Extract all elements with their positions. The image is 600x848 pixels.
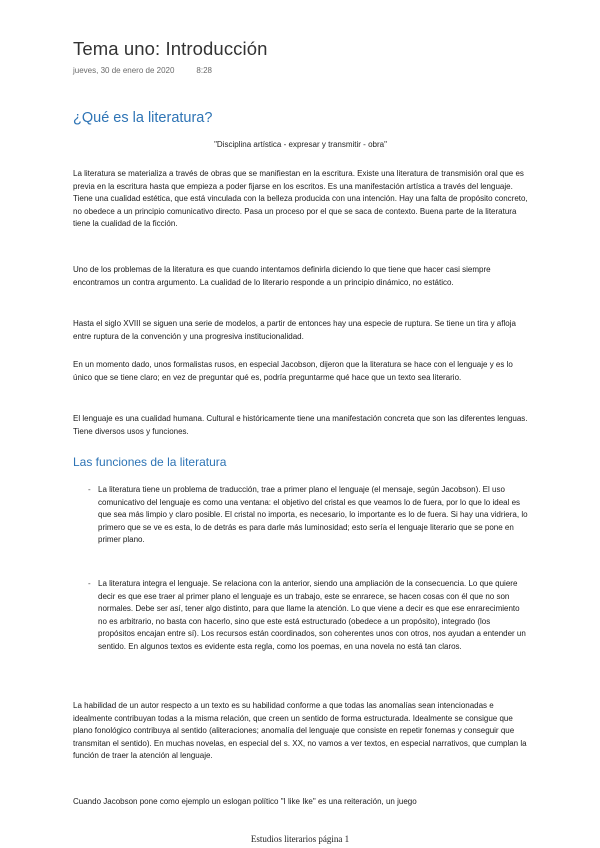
list-item-text: La literatura tiene un problema de traducción, trae a primer plano el lenguaje (el mensaje, según Jacobson). El uso comunicativo del lenguaje es como una ventana: el objetivo del cristal es que veamos lo de fuera, por lo que lo ideal es que sea más limpio y claro posible. El cristal no importa, es necesario, lo importante es lo de fuera. Si hay una vidriera, lo primero que se ve es esta, lo de detrás es para darle más luminosidad; esto sería el lenguaje literario que se pone en primer plano.: [98, 485, 528, 545]
page-time: 8:28: [196, 66, 212, 75]
paragraph: Hasta el siglo XVIII se siguen una serie de modelos, a partir de entonces hay una especie de ruptura. Se tiene un tira y afloja entre ruptura de la convención y una progresiva institucionalidad.: [73, 319, 516, 341]
bullet-dash-icon: -: [88, 485, 91, 494]
paragraph: La literatura se materializa a través de obras que se manifiestan en la escritura. Existe una literatura de transmisión oral que es previa en la escritura hasta que empieza a poder fijarse en los escritos. Es una manifestación artística a través del lenguaje. Tiene una cualidad estética, que está vinculada con la belleza producida con una intención. Hay una falta de propósito concreto, no obedece a un principio comunicativo directo. Pasa un proceso por el que se saca de contexto. Buena parte de la literatura tiene la cualidad de la ficción.: [73, 169, 528, 229]
paragraph: En un momento dado, unos formalistas rusos, en especial Jacobson, dijeron que la literatura se hace con el lenguaje y es lo único que se tiene claro; en vez de preguntar qué es, podría preguntarme qué hace que un texto sea literario.: [73, 360, 513, 382]
definition-quote: "Disciplina artística - expresar y transmitir - obra": [214, 140, 387, 149]
paragraph: Uno de los problemas de la literatura es que cuando intentamos definirla diciendo lo que tiene que hacer casi siempre encontramos un contra argumento. La cualidad de lo literario responde a un principio dinámico, no estático.: [73, 265, 491, 287]
paragraph: El lenguaje es una cualidad humana. Cultural e históricamente tiene una manifestación concreta que son las diferentes lenguas. Tiene diversos usos y funciones.: [73, 414, 528, 436]
page-meta: [73, 66, 212, 75]
paragraph: Cuando Jacobson pone como ejemplo un eslogan político "I like Ike" es una reiteración, un juego: [73, 797, 417, 806]
list-item-text: La literatura integra el lenguaje. Se relaciona con la anterior, siendo una ampliación de la consecuencia. Lo que quiere decir es que ese traer al primer plano el lenguaje es un trabajo, este se enrarece, se hacen cosas con él que no son normales. Debe ser así, tener algo distinto, para que llame la atención. Lo que viene a decir es que ese enrarecimiento no es arbitrario, no basta con hacerlo, sino que este está estructurado (obedece a un propósito), integrado (los propósitos encajan entre sí). Los recursos están coordinados, son coherentes unos con otros, nos ayudan a entender un sentido. En algunos textos es evidente esta regla, como los poemas, en una novela no está tan claros.: [98, 579, 526, 651]
page-footer: Estudios literarios página 1: [250, 834, 350, 844]
section-heading-que-es: ¿Qué es la literatura?: [73, 110, 213, 126]
list-item: [88, 484, 529, 547]
bullet-dash-icon: -: [88, 579, 91, 588]
paragraph: La habilidad de un autor respecto a un texto es su habilidad conforme a que todas las anomalías sean intencionadas e idealmente contribuyan todas a la misma relación, que creen un sentido de forma estructurada. Idealmente se consigue que plano fonológico contribuya al sentido (aliteraciones; anomalía del lenguaje que consiste en repetir fonemas y conseguir que transmitan el sentido). En muchas novelas, en especial del s. XX, no vamos a ver textos, en especial narrativos, que cumplan la función de traer la atención al lenguaje.: [73, 701, 527, 761]
page-title: Tema uno: Introducción: [73, 38, 268, 59]
page-date: jueves, 30 de enero de 2020: [73, 66, 175, 75]
list-item: [88, 578, 529, 654]
section-heading-funciones: Las funciones de la literatura: [73, 455, 227, 469]
